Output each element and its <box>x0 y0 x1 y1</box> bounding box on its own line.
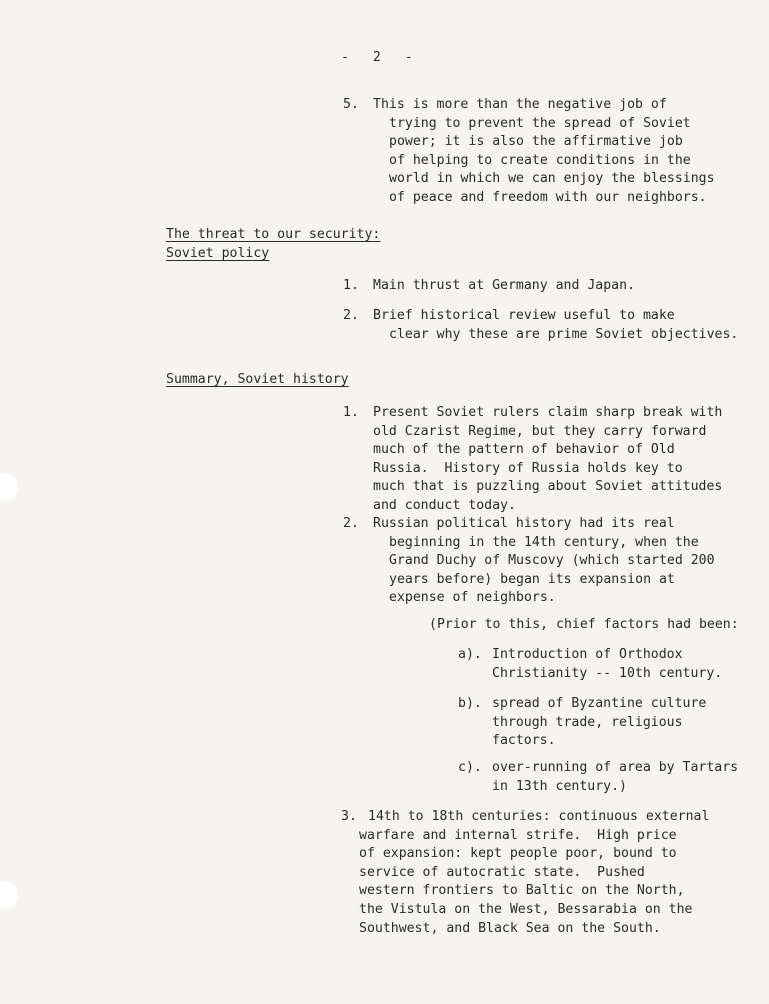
subitem-label: a). <box>458 647 482 662</box>
item-text-line: of peace and freedom with our neighbors. <box>389 189 707 205</box>
section-heading-summary: Summary, Soviet history <box>166 372 349 387</box>
subitem-text-line: factors. <box>492 733 556 749</box>
threat-item-1 <box>343 277 635 296</box>
item-number: 1. <box>343 278 359 293</box>
item-number: 2. <box>343 516 359 531</box>
item-text-line: warfare and internal strife. High price <box>359 827 677 843</box>
item-text-line: much that is puzzling about Soviet attitudes <box>373 479 723 495</box>
item-text-line: trying to prevent the spread of Soviet <box>389 115 691 131</box>
item-text-line: expense of neighbors. <box>389 590 556 606</box>
item-text-line: Main thrust at Germany and Japan. <box>373 278 636 293</box>
subitem-text-line: in 13th century.) <box>492 778 627 794</box>
subitem-text-line: through trade, religious <box>492 714 683 730</box>
item-5 <box>343 96 715 208</box>
item-text-line: Russian political history had its real <box>373 516 675 531</box>
summary-item-1 <box>343 404 722 516</box>
item-text-line: Brief historical review useful to make <box>373 308 675 323</box>
item-number: 2. <box>343 308 359 323</box>
item-text-line: old Czarist Regime, but they carry forward <box>373 423 707 439</box>
heading-line: The threat to our security: <box>166 227 381 242</box>
item-text-line: years before) began its expansion at <box>389 571 675 587</box>
subitem-label: b). <box>458 696 482 711</box>
item-number: 5. <box>343 97 359 112</box>
subitem-a <box>458 646 722 683</box>
item-text-line: of helping to create conditions in the <box>389 152 691 168</box>
item-text-line: This is more than the negative job of <box>373 97 667 112</box>
item-text-line: world in which we can enjoy the blessings <box>389 171 715 187</box>
threat-item-2 <box>343 307 738 344</box>
subitem-b <box>458 695 706 751</box>
punch-hole <box>0 472 18 502</box>
item-text-line: much of the pattern of behavior of Old <box>373 442 675 458</box>
subitem-text-line: Christianity -- 10th century. <box>492 665 723 681</box>
subitem-label: c). <box>458 760 482 775</box>
item-number: 3. <box>341 809 357 824</box>
page-number: - 2 - <box>341 50 421 65</box>
item-text-line: and conduct today. <box>373 497 516 513</box>
item-text-line: Russia. History of Russia holds key to <box>373 460 683 476</box>
subitem-text-line: spread of Byzantine culture <box>492 696 707 711</box>
item-text-line: service of autocratic state. Pushed <box>359 864 645 880</box>
item-text-line: Grand Duchy of Muscovy (which started 200 <box>389 553 715 569</box>
heading-line: Soviet policy <box>166 245 270 261</box>
item-text-line: 14th to 18th centuries: continuous external <box>368 809 710 824</box>
section-heading-threat <box>166 226 380 263</box>
subitem-text-line: over-running of area by Tartars <box>492 760 739 775</box>
item-text-line: of expansion: kept people poor, bound to <box>359 846 677 862</box>
item-number: 1. <box>343 405 359 420</box>
subitem-c <box>458 759 738 796</box>
item-text-line: western frontiers to Baltic on the North, <box>359 883 685 899</box>
item-text-line: power; it is also the affirmative job <box>389 134 683 150</box>
subitem-text-line: Introduction of Orthodox <box>492 647 683 662</box>
item-text-line: clear why these are prime Soviet objectives. <box>389 326 739 342</box>
summary-item-2 <box>343 515 715 608</box>
punch-hole <box>0 880 18 910</box>
item-text-line: Southwest, and Black Sea on the South. <box>359 920 661 936</box>
prior-note: (Prior to this, chief factors had been: <box>429 617 739 632</box>
item-text-line: the Vistula on the West, Bessarabia on the <box>359 901 693 917</box>
item-text-line: beginning in the 14th century, when the <box>389 534 699 550</box>
item-text-line: Present Soviet rulers claim sharp break with <box>373 405 723 420</box>
summary-item-3 <box>341 808 709 938</box>
